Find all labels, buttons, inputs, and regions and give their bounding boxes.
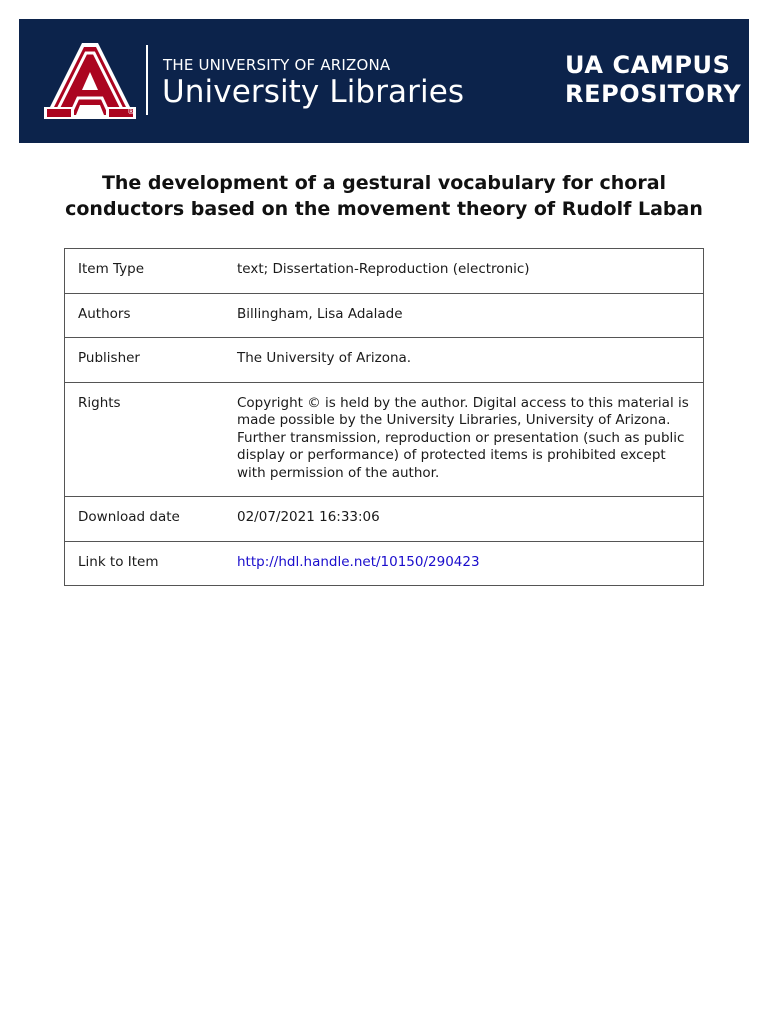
metadata-label: Item Type xyxy=(65,249,226,294)
metadata-value: Copyright © is held by the author. Digital access to this material is made possible by the University Libraries, University of Arizona. Further transmission, reproduction or presentation (such as public display or performance) of protected items is prohibited except with permission of the author. xyxy=(225,382,704,497)
metadata-row-download-date xyxy=(65,497,704,542)
registered-mark: ® xyxy=(127,107,135,116)
metadata-row-item-type xyxy=(65,249,704,294)
metadata-label: Authors xyxy=(65,293,226,338)
metadata-label: Rights xyxy=(65,382,226,497)
metadata-value-cell xyxy=(225,541,704,586)
metadata-row-rights xyxy=(65,382,704,497)
header-banner xyxy=(19,19,749,143)
repository-line1: UA CAMPUS xyxy=(565,51,731,79)
university-name: THE UNIVERSITY OF ARIZONA xyxy=(163,56,391,74)
metadata-row-publisher xyxy=(65,338,704,383)
metadata-label: Download date xyxy=(65,497,226,542)
ua-block-a-logo-icon xyxy=(44,43,136,119)
metadata-value: Billingham, Lisa Adalade xyxy=(225,293,704,338)
metadata-table xyxy=(64,248,704,586)
metadata-row-link xyxy=(65,541,704,586)
header-divider xyxy=(146,45,148,115)
libraries-name: University Libraries xyxy=(162,74,465,110)
repository-name xyxy=(565,51,741,109)
metadata-value: 02/07/2021 16:33:06 xyxy=(225,497,704,542)
metadata-value: The University of Arizona. xyxy=(225,338,704,383)
document-title: The development of a gestural vocabulary for choral conductors based on the movement theory of Rudolf Laban xyxy=(65,172,703,220)
repository-line2: REPOSITORY xyxy=(565,80,742,108)
item-link[interactable]: http://hdl.handle.net/10150/290423 xyxy=(237,553,480,570)
metadata-label: Publisher xyxy=(65,338,226,383)
metadata-label: Link to Item xyxy=(65,541,226,586)
metadata-value: text; Dissertation-Reproduction (electronic) xyxy=(225,249,704,294)
metadata-row-authors xyxy=(65,293,704,338)
